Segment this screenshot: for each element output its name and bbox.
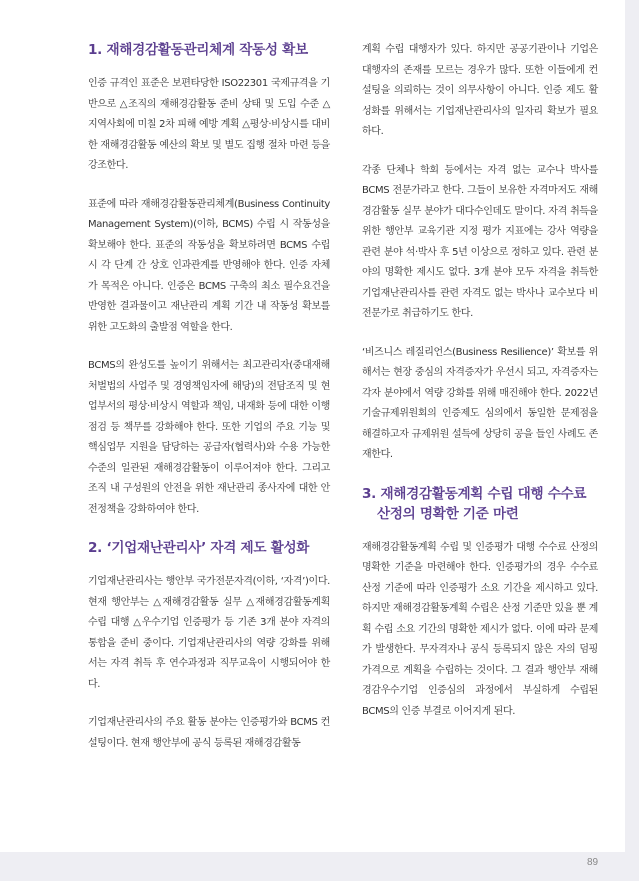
left-column	[88, 40, 330, 772]
page-number: 89	[587, 857, 599, 868]
section-1-paragraph-1: 인증 규격인 표준은 보편타당한 ISO22301 국제규격을 기반으로 △조직의 재해경감활동 준비 상태 및 도입 수준 △지역사회에 미칠 2차 피해 예방 계획 △평상·비상시를 대비한 재해경감활동 예산의 확보 및 별도 집행 절차 마련 등을 강조한다.	[88, 78, 330, 171]
section-1-paragraph-2: 표준에 따라 재해경감활동관리체계(Business Continuity Management System)(이하, BCMS) 수립 시 작동성을 확보해야 한다. 표준의 작동성을 확보하려면 BCMS 수립 시 각 단계 간 상호 인과관계를 반영해야 한다. 인증 자체가 목적은 아니다. 인증은 BCMS 구축의 최소 필수요건을 반영한 결과물이고 재난관리 계획 기간 내 작동성 확보를 위한 고도화의 출발점 역할을 한다.	[88, 198, 330, 333]
section-3-heading-line-1: 3. 재해경감활동계획 수립 대행 수수료	[362, 485, 587, 502]
right-paragraph-2: 각종 단체나 학회 등에서는 자격 없는 교수나 박사를 BCMS 전문가라고 한다. 그들이 보유한 자격마저도 재해경감활동 실무 분야가 대다수인데도 말이다. 자격 취득을 위한 행안부 교육기관 지정 평가 지표에는 강사 역량을 관련 분야 석·박사 후 5년 이상으로 정하고 있다. 관련 분야의 명확한 제시도 없다. 3개 분야 모두 자격을 취득한 기업재난관리사를 관련 자격도 없는 박사나 교수보다 비전문가로 취급하기도 한다.	[362, 164, 598, 319]
section-2-paragraph-1: 기업재난관리사는 행안부 국가전문자격(이하, ‘자격’)이다. 현재 행안부는 △재해경감활동 실무 △재해경감활동계획 수립 대행 △우수기업 인증평가 등 기존 3개 분야 자격의 통합을 준비 중이다. 기업재난관리사의 역량 강화를 위해서는 자격 취득 후 연수과정과 직무교육이 시행되어야 한다.	[88, 576, 330, 690]
right-column	[362, 40, 598, 740]
section-1-paragraph-3: BCMS의 완성도를 높이기 위해서는 최고관리자(중대재해처벌법의 사업주 및 경영책임자에 해당)의 전담조직 및 현업부서의 평상·비상시 역할과 책임, 내재화 등에 대한 이행점검 등 책무를 강화해야 한다. 또한 기업의 주요 기능 및 핵심업무 지원을 담당하는 공급자(협력사)와 수용 가능한 수준의 일관된 재해경감활동이 이루어져야 한다. 그리고 조직 내 구성원의 안전을 위한 재난관리 종사자에 대한 안전정책을 강화하여야 한다.	[88, 360, 330, 515]
section-3-heading-line-2: 산정의 명확한 기준 마련	[377, 505, 519, 522]
right-paragraph-3: ‘비즈니스 레질리언스(Business Resilience)’ 확보를 위해서는 현장 중심의 자격증자가 우선시 되고, 자격증자는 각자 분야에서 역량 강화를 위해 매진해야 한다. 2022년 기술규제위원회의 인증제도 심의에서 동일한 문제점을 해결하고자 규제위원 설득에 상당히 공을 들인 사례도 존재한다.	[362, 346, 598, 460]
section-3-paragraph-1: 재해경감활동계획 수립 및 인증평가 대행 수수료 산정의 명확한 기준을 마련해야 한다. 인증평가의 경우 수수료 산정 기준에 따라 인증평가 소요 기간을 제시하고 있다. 하지만 재해경감활동계획 수립은 산정 기준만 있을 뿐 계획 수립 소요 기간의 명확한 제시가 없다. 이에 따라 문제가 발생한다. 무자격자나 공식 등록되지 않은 자의 덤핑 가격으로 계획을 수립하는 것이다. 그 결과 행안부 재해경감우수기업 인증심의 과정에서 부실하게 수립된 BCMS의 인증 부결로 이어지게 된다.	[362, 541, 598, 717]
right-paragraph-1: 계획 수립 대행자가 있다. 하지만 공공기관이나 기업은 대행자의 존재를 모르는 경우가 많다. 또한 이들에게 컨설팅을 의뢰하는 것이 의무사항이 아니다. 인증 제도 활성화를 위해서는 기업재난관리사의 일자리 확보가 필요하다.	[362, 44, 598, 137]
section-2-heading: 2. ‘기업재난관리사’ 자격 제도 활성화	[88, 540, 310, 556]
section-3-heading	[362, 484, 598, 524]
section-1-heading: 1. 재해경감활동관리체계 작동성 확보	[88, 42, 308, 58]
section-2-paragraph-2: 기업재난관리사의 주요 활동 분야는 인증평가와 BCMS 컨설팅이다. 현재 행안부에 공식 등록된 재해경감활동	[88, 717, 330, 749]
